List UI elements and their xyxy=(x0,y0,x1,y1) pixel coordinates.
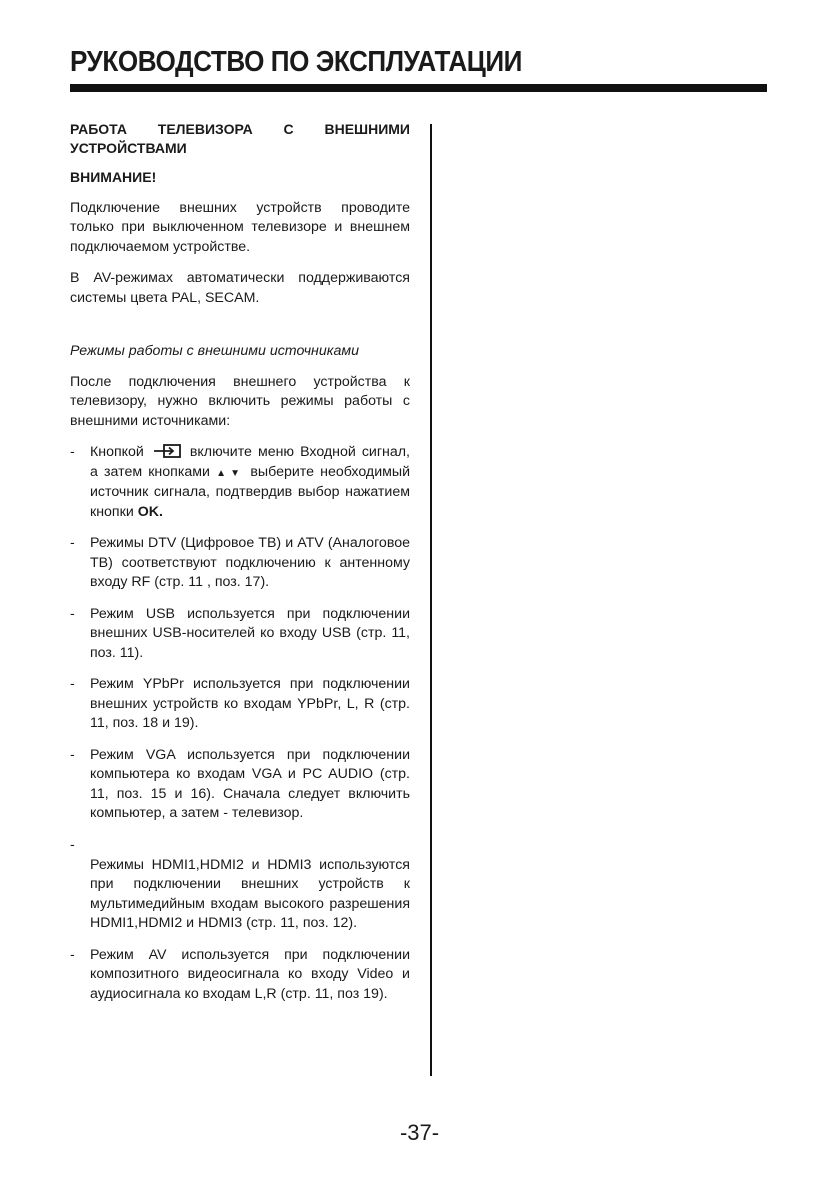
bullet-text: Режим USB используется при подключении внешних USB-носителей ко входу USB (стр. 11, поз. 11). xyxy=(90,605,410,661)
bullet-text: Режим AV используется при подключении композитного видеосигнала ко входу Video и аудиосигнала ко входам L,R (стр. 11, поз 19). xyxy=(90,946,410,1002)
bullet-dash: - xyxy=(70,836,75,853)
bullet-text: Кнопкой xyxy=(90,444,144,460)
left-column xyxy=(70,120,410,1016)
input-source-icon xyxy=(153,444,181,458)
spacer xyxy=(90,836,410,856)
list-item xyxy=(70,534,410,593)
warning-paragraph: Подключение внешних устройств проводите только при выключенном телевизоре и внешнем подключаемом устройстве. xyxy=(70,199,410,255)
section-heading: РАБОТА ТЕЛЕВИЗОРА С ВНЕШНИМИ УСТРОЙСТВАМИ xyxy=(70,121,410,156)
bullet-dash: - xyxy=(70,444,75,460)
intro-paragraph: После подключения внешнего устройства к телевизору, нужно включить режимы работы с внешними источниками: xyxy=(70,373,410,429)
page-title: РУКОВОДСТВО ПО ЭКСПЛУАТАЦИИ xyxy=(70,46,522,78)
ok-key-label: OK. xyxy=(137,503,163,520)
list-item xyxy=(70,946,410,1005)
warning-label: ВНИМАНИЕ! xyxy=(70,169,157,185)
color-system-paragraph: В AV-режимах автоматически поддерживаются системы цвета PAL, SECAM. xyxy=(70,270,410,306)
bullet-text: включите меню Входной сигнал, а затем кнопками xyxy=(90,444,410,480)
list-item xyxy=(70,746,410,824)
bullet-text: Режим YPbPr используется при подключении внешних устройств ко входам YPbPr, L, R (стр. 11, поз. 18 и 19). xyxy=(90,676,410,731)
column-divider xyxy=(430,124,432,1076)
bullet-dash: - xyxy=(70,535,75,551)
bullet-text: Режим VGA используется при подключении компьютера ко входам VGA и PC AUDIO (стр. 11, поз. 15 и 16). Сначала следует включить компьютер, а затем - телевизор. xyxy=(90,746,410,821)
page-number: -37- xyxy=(399,1120,440,1145)
title-underline xyxy=(70,84,767,92)
list-item xyxy=(70,836,410,934)
bullet-text: Режимы HDMI1,HDMI2 и HDMI3 используются при подключении внешних устройств к мультимедийным входам высокого разрешения HDMI1,HDMI2 и HDMI3 (стр. 11, поз. 12). xyxy=(90,856,410,931)
bullet-dash: - xyxy=(70,676,75,692)
bullet-dash: - xyxy=(70,946,75,963)
bullet-dash: - xyxy=(70,746,75,763)
list-item xyxy=(70,675,410,734)
list-item xyxy=(70,443,410,522)
modes-list xyxy=(70,443,410,1004)
bullet-text: выберите необходимый источник сигнала, подтвердив выбор нажатием кнопки xyxy=(90,463,411,520)
list-item xyxy=(70,605,410,664)
external-sources-heading: Режимы работы с внешними источниками xyxy=(70,343,359,359)
bullet-text: Режимы DTV (Цифровое ТВ) и ATV (Аналоговое ТВ) соответствуют подключению к антенному входу RF (стр. 11 , поз. 17). xyxy=(90,535,410,590)
bullet-dash: - xyxy=(70,605,75,622)
up-down-arrows-icon: ▲▼ xyxy=(216,467,245,479)
